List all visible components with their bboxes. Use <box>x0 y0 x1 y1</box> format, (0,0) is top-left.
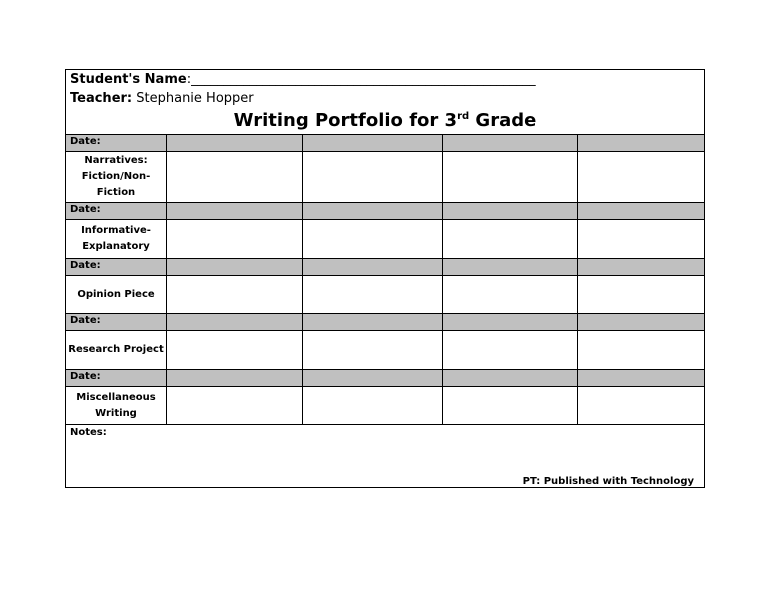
entry-cell[interactable] <box>166 152 302 202</box>
category-label: Informative-Explanatory <box>81 225 151 252</box>
date-label-cell <box>66 314 166 330</box>
date-cell[interactable] <box>577 135 704 151</box>
date-label: Date: <box>70 136 101 147</box>
date-cell[interactable] <box>166 135 302 151</box>
entry-cell[interactable] <box>442 387 577 424</box>
date-row <box>66 369 704 386</box>
date-cell[interactable] <box>442 314 577 330</box>
category-row <box>66 219 704 258</box>
date-label-cell <box>66 259 166 275</box>
entry-cell[interactable] <box>577 152 704 202</box>
entry-cell[interactable] <box>166 387 302 424</box>
category-row <box>66 386 704 424</box>
date-cell[interactable] <box>302 259 442 275</box>
entry-cell[interactable] <box>442 220 577 258</box>
category-label-cell <box>66 220 166 258</box>
entry-cell[interactable] <box>302 331 442 369</box>
category-label-cell <box>66 331 166 369</box>
date-label: Date: <box>70 204 101 215</box>
date-label-cell <box>66 203 166 219</box>
entry-cell[interactable] <box>577 276 704 313</box>
date-cell[interactable] <box>442 370 577 386</box>
date-cell[interactable] <box>577 259 704 275</box>
date-cell[interactable] <box>577 314 704 330</box>
date-row <box>66 134 704 151</box>
entry-cell[interactable] <box>302 152 442 202</box>
category-label: Narratives: Fiction/Non-Fiction <box>81 155 151 198</box>
student-name-label: Student's Name <box>70 72 187 87</box>
title-superscript: rd <box>457 111 470 122</box>
entry-cell[interactable] <box>166 276 302 313</box>
date-label: Date: <box>70 260 101 271</box>
teacher-label: Teacher: <box>70 91 133 106</box>
date-cell[interactable] <box>442 259 577 275</box>
date-cell[interactable] <box>442 135 577 151</box>
category-row <box>66 151 704 202</box>
footer-note: PT: Published with Technology <box>522 476 694 487</box>
entry-cell[interactable] <box>577 220 704 258</box>
category-row <box>66 330 704 369</box>
date-cell[interactable] <box>577 203 704 219</box>
notes-area[interactable] <box>66 424 704 488</box>
entry-cell[interactable] <box>442 276 577 313</box>
entry-cell[interactable] <box>302 220 442 258</box>
date-label-cell <box>66 135 166 151</box>
entry-cell[interactable] <box>302 276 442 313</box>
notes-label: Notes: <box>70 427 107 438</box>
teacher-line <box>70 91 254 106</box>
date-cell[interactable] <box>302 314 442 330</box>
portfolio-sheet <box>65 69 705 488</box>
entry-cell[interactable] <box>442 331 577 369</box>
date-row <box>66 313 704 330</box>
entry-cell[interactable] <box>302 387 442 424</box>
category-label: Miscellaneous Writing <box>76 391 156 419</box>
entry-cell[interactable] <box>166 331 302 369</box>
category-label-cell <box>66 276 166 313</box>
date-row <box>66 258 704 275</box>
sheet-header <box>66 70 704 134</box>
date-label-cell <box>66 370 166 386</box>
entry-cell[interactable] <box>577 387 704 424</box>
entry-cell[interactable] <box>166 220 302 258</box>
date-cell[interactable] <box>442 203 577 219</box>
page-title <box>66 110 704 131</box>
date-cell[interactable] <box>302 370 442 386</box>
date-row <box>66 202 704 219</box>
category-row <box>66 275 704 313</box>
student-name-blank[interactable]: :_____________________________________________________ <box>186 72 536 87</box>
date-label: Date: <box>70 371 101 382</box>
date-cell[interactable] <box>166 203 302 219</box>
category-label-cell <box>66 387 166 424</box>
teacher-name: Stephanie Hopper <box>136 91 254 106</box>
entry-cell[interactable] <box>577 331 704 369</box>
date-cell[interactable] <box>302 203 442 219</box>
date-cell[interactable] <box>166 314 302 330</box>
date-label: Date: <box>70 315 101 326</box>
date-cell[interactable] <box>577 370 704 386</box>
title-main: Writing Portfolio for 3 <box>233 110 458 131</box>
date-cell[interactable] <box>166 370 302 386</box>
date-cell[interactable] <box>302 135 442 151</box>
category-label-cell <box>66 152 166 202</box>
student-name-line <box>70 72 536 87</box>
category-label: Research Project <box>68 344 164 355</box>
title-end: Grade <box>469 110 537 131</box>
entry-cell[interactable] <box>442 152 577 202</box>
category-label: Opinion Piece <box>77 288 155 300</box>
date-cell[interactable] <box>166 259 302 275</box>
